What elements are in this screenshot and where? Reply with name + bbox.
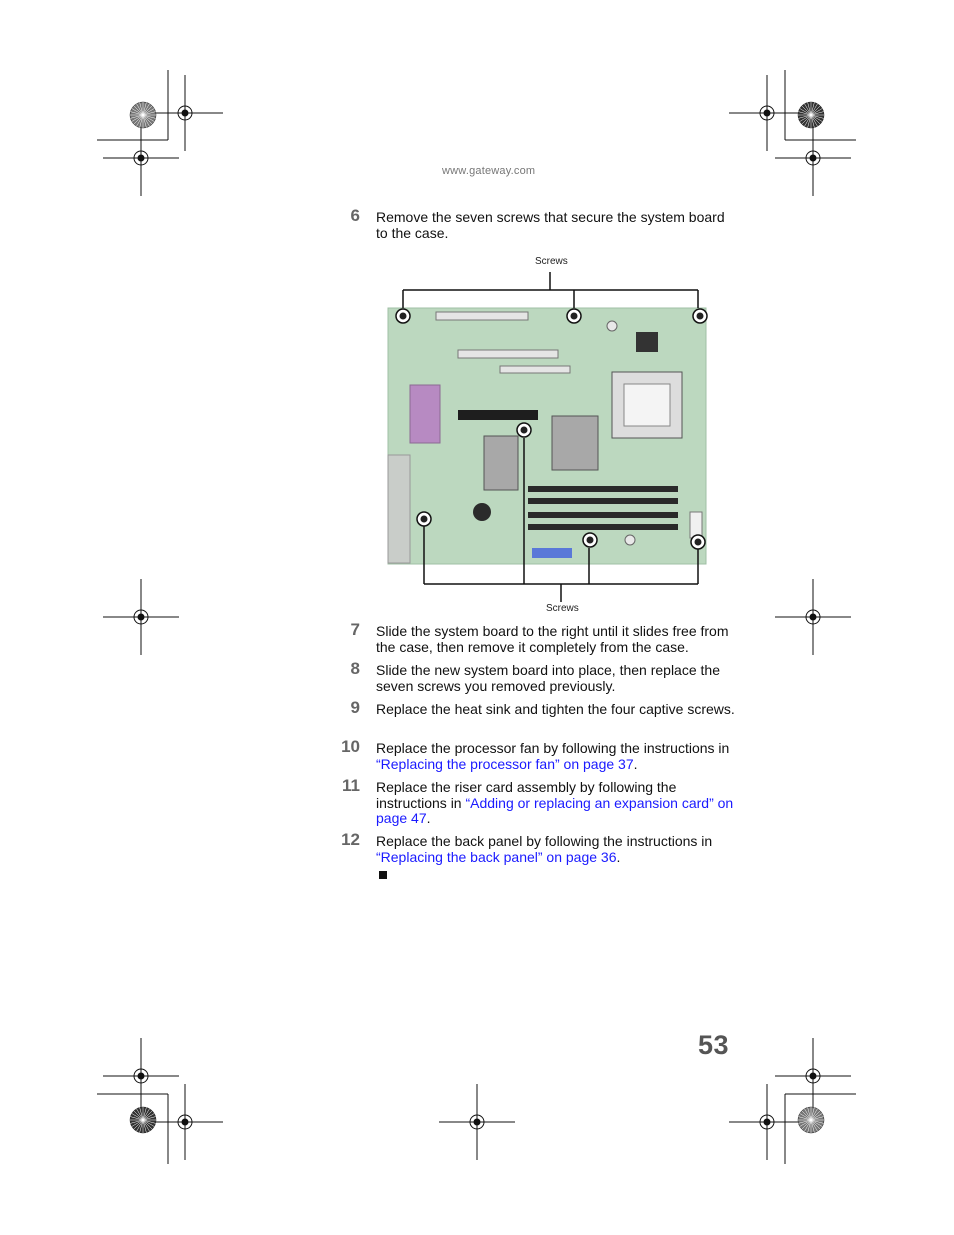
system-board-image	[388, 308, 706, 564]
step-text-part: .	[426, 810, 431, 826]
link-adding-expansion-card[interactable]: “Adding or replacing an expansion card” on page 47	[376, 794, 734, 826]
end-of-section-marker	[379, 871, 387, 879]
screw-icon	[693, 309, 707, 323]
step-text: Slide the new system board into place, then replace the seven screws you removed previously.	[376, 662, 720, 694]
step-number: 6	[350, 206, 360, 225]
step-text-part: Replace the processor fan by following the instructions in	[376, 740, 730, 756]
caption-screws-top: Screws	[535, 256, 568, 267]
step-text	[376, 780, 736, 827]
screw-icon	[417, 512, 431, 526]
step-number: 10	[341, 737, 360, 756]
step-text	[376, 741, 736, 772]
screw-icon	[517, 423, 531, 437]
screw-icon	[396, 309, 410, 323]
step-text: Replace the heat sink and tighten the four captive screws.	[376, 701, 735, 717]
link-replacing-back-panel[interactable]: “Replacing the back panel” on page 36	[376, 848, 617, 865]
link-replacing-processor-fan[interactable]: “Replacing the processor fan” on page 37	[376, 755, 634, 772]
step-number: 7	[350, 620, 360, 639]
step-number: 9	[350, 698, 360, 717]
step-text: Remove the seven screws that secure the system board to the case.	[376, 209, 725, 241]
step-number: 11	[342, 776, 360, 795]
screw-icon	[583, 533, 597, 547]
site-url: www.gateway.com	[442, 165, 536, 177]
step-number: 12	[341, 830, 360, 849]
page-number: 53	[698, 1030, 730, 1060]
step-text-part: .	[616, 848, 621, 865]
caption-screws-bottom: Screws	[546, 603, 579, 614]
step-text-part: .	[633, 755, 638, 772]
step-text-part: Replace the back panel by following the instructions in	[376, 833, 713, 849]
step-number: 8	[350, 659, 360, 678]
step-text: Slide the system board to the right until it slides free from the case, then remove it completely from the case.	[376, 623, 729, 655]
step-text-part: Replace the riser card assembly by following the instructions in	[376, 779, 677, 811]
screw-icon	[567, 309, 581, 323]
screw-icon	[691, 535, 705, 549]
step-text	[376, 834, 736, 865]
